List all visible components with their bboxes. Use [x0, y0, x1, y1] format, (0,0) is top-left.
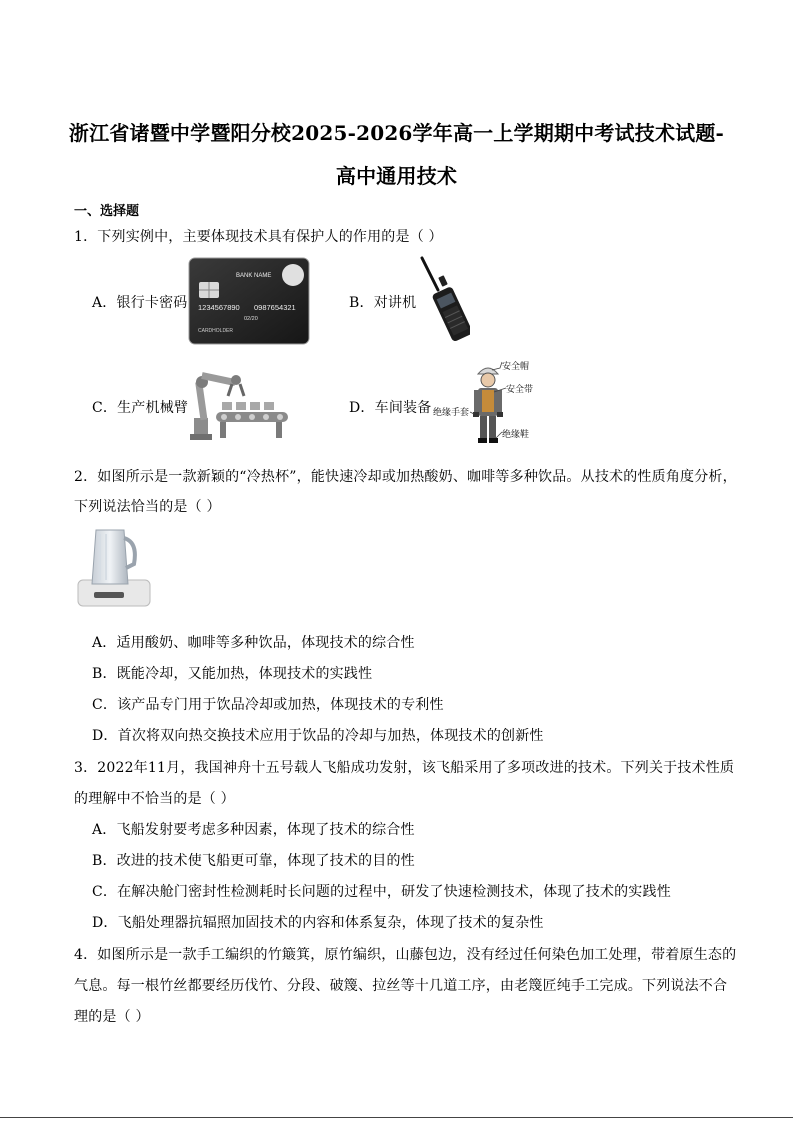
q2-option-c: C．该产品专门用于饮品冷却或加热，体现技术的专利性	[92, 697, 444, 713]
card-number-2: 0987654321	[254, 303, 296, 312]
label-safety-belt: 安全带	[506, 385, 534, 395]
q1-option-b: B．对讲机	[349, 295, 417, 311]
q3-stem-line2: 的理解中不恰当的是（ ）	[74, 791, 235, 807]
q2-option-d: D．首次将双向热交换技术应用于饮品的冷却与加热，体现技术的创新性	[92, 728, 544, 744]
q3-option-c: C．在解决舱门密封性检测耗时长问题的过程中，研发了快速检测技术，体现了技术的实践性	[92, 884, 671, 900]
q2-option-b: B．既能冷却，又能加热，体现技术的实践性	[92, 666, 373, 682]
safety-equipment-image	[432, 358, 538, 448]
q3-option-d: D．飞船处理器抗辐照加固技术的内容和体系复杂，体现了技术的复杂性	[92, 915, 544, 931]
section-heading: 一、选择题	[74, 204, 140, 219]
card-date: 02/20	[244, 316, 258, 322]
q1-option-d: D．车间装备	[349, 400, 432, 416]
q2-option-a: A．适用酸奶、咖啡等多种饮品，体现技术的综合性	[92, 635, 415, 651]
q4-stem-line3: 理的是（ ）	[74, 1009, 150, 1025]
q4-stem-line2: 气息。每一根竹丝都要经历伐竹、分段、破篾、拉丝等十几道工序，由老篾匠纯手工完成。下列说法不合	[74, 978, 728, 994]
bank-card-image	[188, 257, 310, 345]
card-holder: CARDHOLDER	[198, 328, 234, 334]
q2-stem-line1: 2．如图所示是一款新颖的“冷热杯”，能快速冷却或加热酸奶、咖啡等多种饮品。从技术的性质角度分析，	[74, 469, 737, 485]
q3-stem-line1: 3．2022年11月，我国神舟十五号载人飞船成功发射，该飞船采用了多项改进的技术。下列关于技术性质	[74, 760, 735, 776]
q1-option-c: C．生产机械臂	[92, 400, 189, 416]
q4-stem-line1: 4．如图所示是一款手工编织的竹簸箕，原竹编织，山藤包边，没有经过任何染色加工处理，带着原生态的	[74, 947, 737, 963]
hot-cold-cup-image	[74, 524, 154, 610]
q3-option-b: B．改进的技术使飞船更可靠，体现了技术的目的性	[92, 853, 415, 869]
label-helmet: 安全帽	[502, 362, 530, 372]
walkie-talkie-image	[414, 256, 470, 346]
card-bank-name: BANK NAME	[236, 273, 272, 279]
q2-stem-line2: 下列说法恰当的是（ ）	[74, 499, 221, 515]
card-number-1: 1234567890	[198, 303, 240, 312]
page-title-line2: 高中通用技术	[335, 164, 458, 188]
page-title-line1: 浙江省诸暨中学暨阳分校2025-2026学年高一上学期期中考试技术试题-	[68, 121, 725, 145]
q3-option-a: A．飞船发射要考虑多种因素，体现了技术的综合性	[92, 822, 415, 838]
label-insulated-shoes: 绝缘鞋	[502, 430, 530, 440]
label-insulated-gloves: 绝缘手套	[433, 408, 470, 418]
page-bottom-divider	[0, 1117, 793, 1118]
robot-arm-image	[188, 362, 293, 442]
q1-stem: 1．下列实例中，主要体现技术具有保护人的作用的是（ ）	[74, 229, 443, 245]
q1-option-a: A．银行卡密码	[92, 295, 188, 311]
